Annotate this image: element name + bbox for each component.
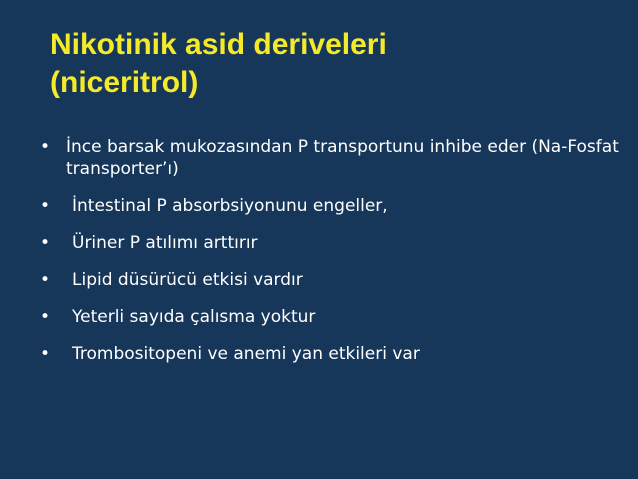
- bullet-icon: •: [40, 196, 51, 216]
- bullet-item-4: [40, 269, 620, 291]
- bullet-list: [40, 136, 620, 380]
- bullet-icon: •: [40, 137, 51, 157]
- bullet-text-2: İntestinal P absorbsiyonunu engeller,: [72, 196, 388, 216]
- bullet-item-5: [40, 306, 620, 328]
- bullet-item-3: [40, 232, 620, 254]
- bullet-text-4: Lipid düsürücü etkisi vardır: [72, 270, 303, 290]
- bullet-item-6: [40, 343, 620, 365]
- slide-title-line-2: (niceritrol): [50, 66, 199, 99]
- bullet-icon: •: [40, 233, 51, 253]
- bullet-item-1: [40, 136, 620, 180]
- bullet-icon: •: [40, 307, 51, 327]
- bullet-text-5: Yeterli sayıda çalısma yoktur: [72, 307, 316, 327]
- bullet-icon: •: [40, 344, 51, 364]
- bullet-text-3: Üriner P atılımı arttırır: [72, 233, 258, 253]
- bullet-text-1: İnce barsak mukozasından P transportunu inhibe eder (Na-Fosfat transporter’ı): [66, 137, 619, 179]
- bullet-text-6: Trombositopeni ve anemi yan etkileri var: [72, 344, 420, 364]
- bullet-item-2: [40, 195, 620, 217]
- bullet-icon: •: [40, 270, 51, 290]
- slide-title: [50, 26, 610, 102]
- slide-title-line-1: Nikotinik asid deriveleri: [50, 28, 387, 61]
